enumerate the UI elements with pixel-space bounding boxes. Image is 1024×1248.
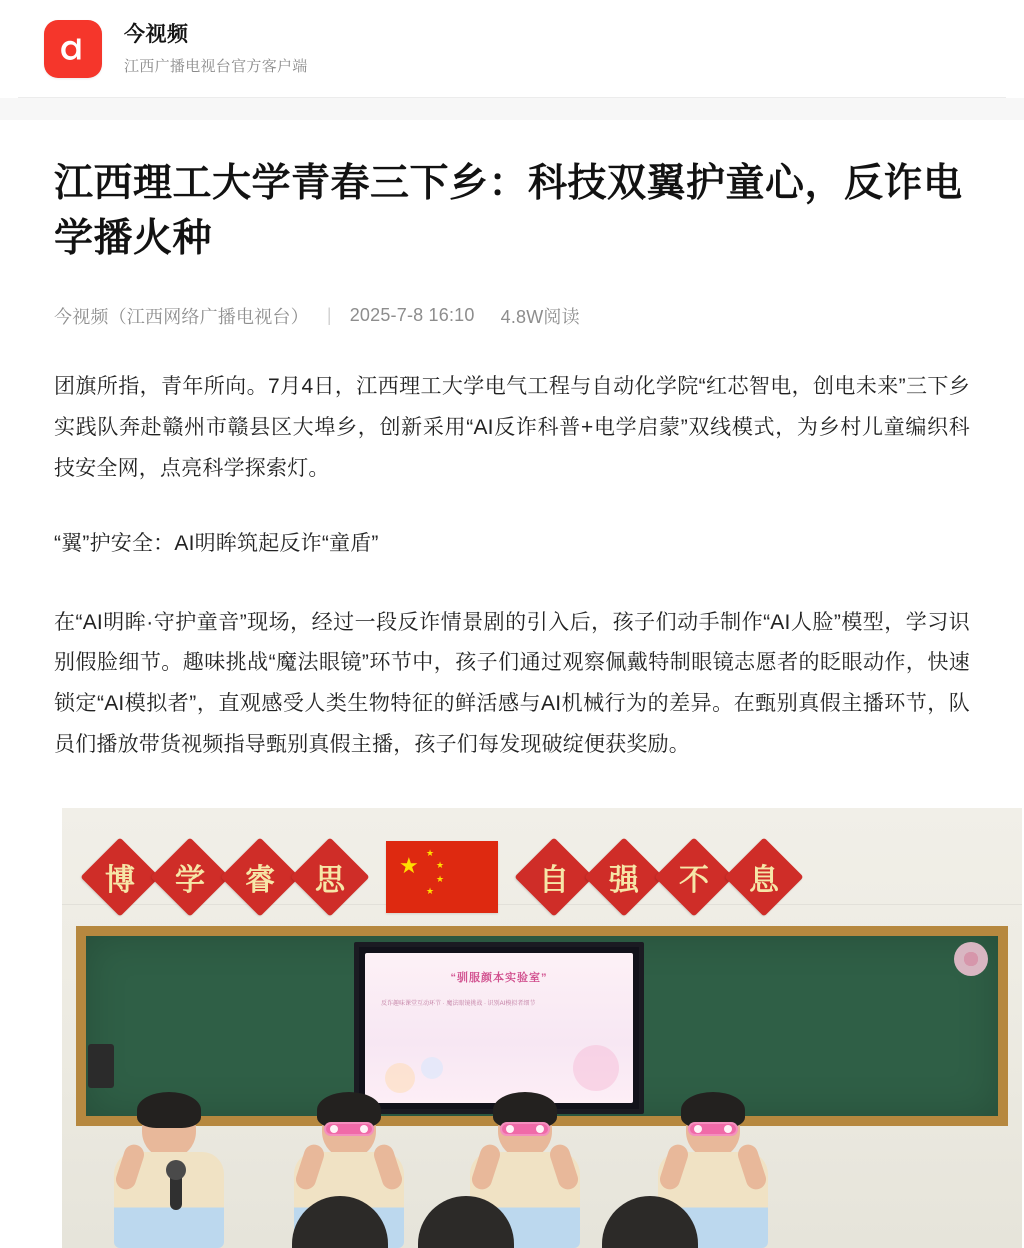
flag-star-small: ★ — [426, 886, 435, 897]
flag-star-small: ★ — [426, 848, 435, 859]
article-paragraph: 团旗所指，青年所向。7月4日，江西理工大学电气工程与自动化学院“红芯智电，创电未来”三下乡实践队奔赴赣州市赣县区大埠乡，创新采用“AI反诈科普+电学启蒙”双线模式，为乡村儿童编织科技安全网，点亮科学探索灯。 — [54, 374, 970, 480]
app-subtitle: 江西广播电视台官方客户端 — [124, 57, 308, 75]
flag-star-small: ★ — [436, 874, 445, 885]
article-body-paragraph: 在“AI明眸·守护童音”现场，经过一段反诈情景剧的引入后，孩子们动手制作“AI人脸”模型，学习识别假脸细节。趣味挑战“魔法眼镜”环节中，孩子们通过观察佩戴特制眼镜志愿者的眨眼动作，快速锁定“AI模拟者”，直观感受人类生物特征的鲜活感与AI机械行为的差异。在甄别真假主播环节，队员们播放带货视频指导甄别真假主播，孩子们每发现破绽便获奖励。 — [54, 610, 970, 757]
photo-canvas — [62, 808, 1022, 1248]
people-group — [62, 1096, 1022, 1248]
banner-char: 不 — [654, 838, 733, 917]
flag-star-small: ★ — [436, 860, 445, 871]
banner-char: 息 — [724, 838, 803, 917]
screen-decoration — [385, 1063, 415, 1093]
wall-flower-decoration — [954, 942, 988, 976]
classroom-display-screen — [354, 942, 644, 1114]
banner-char: 思 — [290, 838, 369, 917]
app-logo-icon[interactable] — [44, 20, 102, 78]
microphone-icon — [170, 1170, 182, 1210]
banner-char: 睿 — [220, 838, 299, 917]
wall-banner — [92, 846, 992, 908]
classroom-activity-photo — [62, 808, 1022, 1248]
pink-glasses-icon — [688, 1122, 738, 1136]
article-subheading: “翼”护安全：AI明眸筑起反诈“童盾” — [54, 531, 379, 555]
person-arm — [735, 1142, 768, 1192]
wall-speaker — [88, 1044, 114, 1088]
page-title: 江西理工大学青春三下乡：科技双翼护童心，反诈电学播火种 — [54, 162, 963, 261]
article — [0, 156, 1024, 1248]
meta-source: 今视频（江西网络广播电视台） — [54, 306, 309, 327]
banner-char: 博 — [80, 838, 159, 917]
app-name: 今视频 — [124, 23, 189, 47]
screen-body-text: 反诈趣味课堂互动环节 · 魔法眼镜挑战 · 识别AI模拟者细节 — [381, 1001, 536, 1008]
person-presenter — [114, 1100, 224, 1248]
banner-char: 自 — [514, 838, 593, 917]
person-arm — [371, 1142, 404, 1192]
person-arm — [113, 1142, 146, 1192]
article-meta — [54, 303, 970, 329]
banner-char: 学 — [150, 838, 229, 917]
app-bar — [0, 0, 1024, 98]
meta-divider: | — [326, 305, 332, 326]
page-band-divider — [0, 98, 1024, 120]
pink-glasses-icon — [500, 1122, 550, 1136]
meta-date: 2025-7-8 16:10 — [349, 305, 475, 326]
pink-glasses-icon — [324, 1122, 374, 1136]
person-hair — [137, 1092, 201, 1128]
screen-decoration — [573, 1045, 619, 1091]
screen-title: “驯服颜本实验室” — [450, 972, 548, 985]
person-arm — [293, 1142, 326, 1192]
app-meta — [124, 21, 308, 77]
person-head — [142, 1100, 196, 1158]
person-arm — [469, 1142, 502, 1192]
meta-read-count: 4.8W阅读 — [500, 306, 580, 327]
person-arm — [657, 1142, 690, 1192]
screen-content — [365, 953, 633, 1103]
china-flag-icon — [386, 841, 498, 913]
banner-char: 强 — [584, 838, 663, 917]
screen-decoration — [421, 1057, 443, 1079]
flag-star-large: ★ — [399, 853, 419, 879]
person-arm — [547, 1142, 580, 1192]
person-head — [322, 1100, 376, 1158]
person-head — [498, 1100, 552, 1158]
person-body — [114, 1152, 224, 1248]
person-head — [686, 1100, 740, 1158]
